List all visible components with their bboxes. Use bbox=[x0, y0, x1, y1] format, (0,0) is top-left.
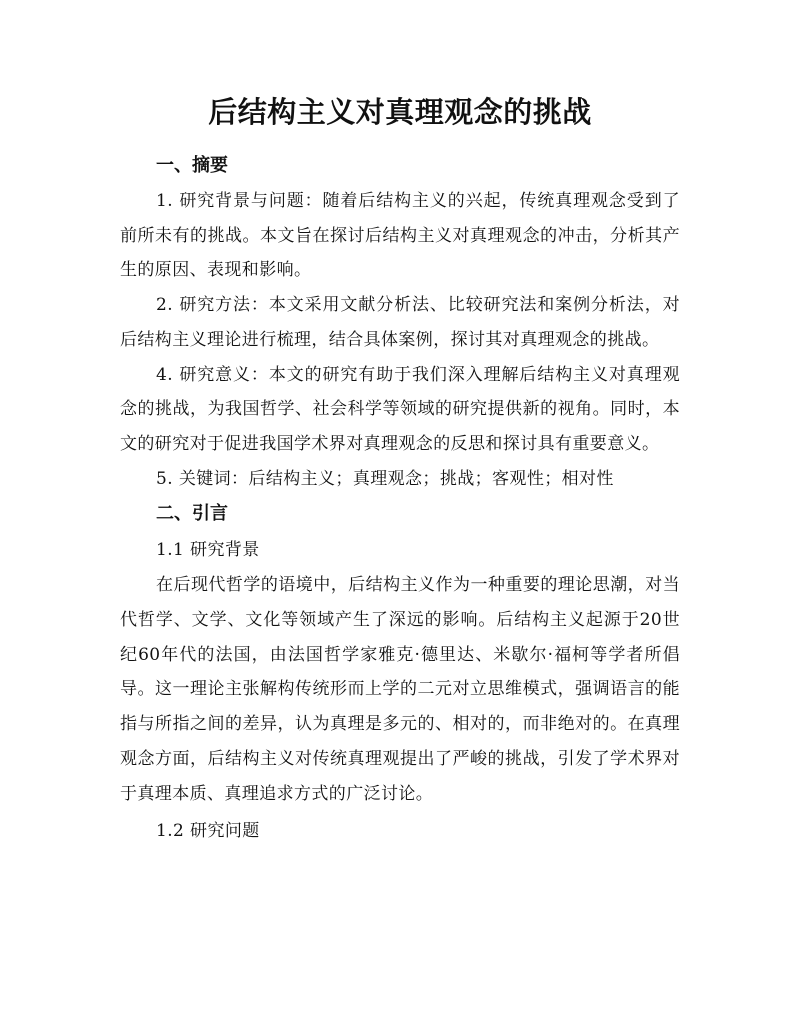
intro-paragraph-background: 在后现代哲学的语境中，后结构主义作为一种重要的理论思潮，对当代哲学、文学、文化等领域产生了深远的影响。后结构主义起源于20世纪60年代的法国，由法国哲学家雅克·德里达、米歇尔·福柯等学者所倡导。这一理论主张解构传统形而上学的二元对立思维模式，强调语言的能指与所指之间的差异，认为真理是多元的、相对的，而非绝对的。在真理观念方面，后结构主义对传统真理观提出了严峻的挑战，引发了学术界对于真理本质、真理追求方式的广泛讨论。 bbox=[120, 575, 680, 804]
subsection-heading-questions: 1.2 研究问题 bbox=[156, 821, 260, 842]
abstract-item-background: 1. 研究背景与问题：随着后结构主义的兴起，传统真理观念受到了前所未有的挑战。本文旨在探讨后结构主义对真理观念的冲击，分析其产生的原因、表现和影响。 bbox=[120, 191, 680, 281]
document-title: 后结构主义对真理观念的挑战 bbox=[208, 95, 592, 129]
abstract-item-keywords: 5. 关键词：后结构主义；真理观念；挑战；客观性；相对性 bbox=[156, 468, 614, 489]
abstract-item-methods: 2. 研究方法：本文采用文献分析法、比较研究法和案例分析法，对后结构主义理论进行梳理，结合具体案例，探讨其对真理观念的挑战。 bbox=[120, 295, 680, 350]
abstract-item-significance: 4. 研究意义：本文的研究有助于我们深入理解后结构主义对真理观念的挑战，为我国哲学、社会科学等领域的研究提供新的视角。同时，本文的研究对于促进我国学术界对真理观念的反思和探讨具有重要意义。 bbox=[120, 364, 680, 454]
subsection-heading-background: 1.1 研究背景 bbox=[156, 540, 260, 561]
section-heading-intro: 二、引言 bbox=[156, 503, 228, 525]
section-heading-abstract: 一、摘要 bbox=[156, 155, 228, 176]
